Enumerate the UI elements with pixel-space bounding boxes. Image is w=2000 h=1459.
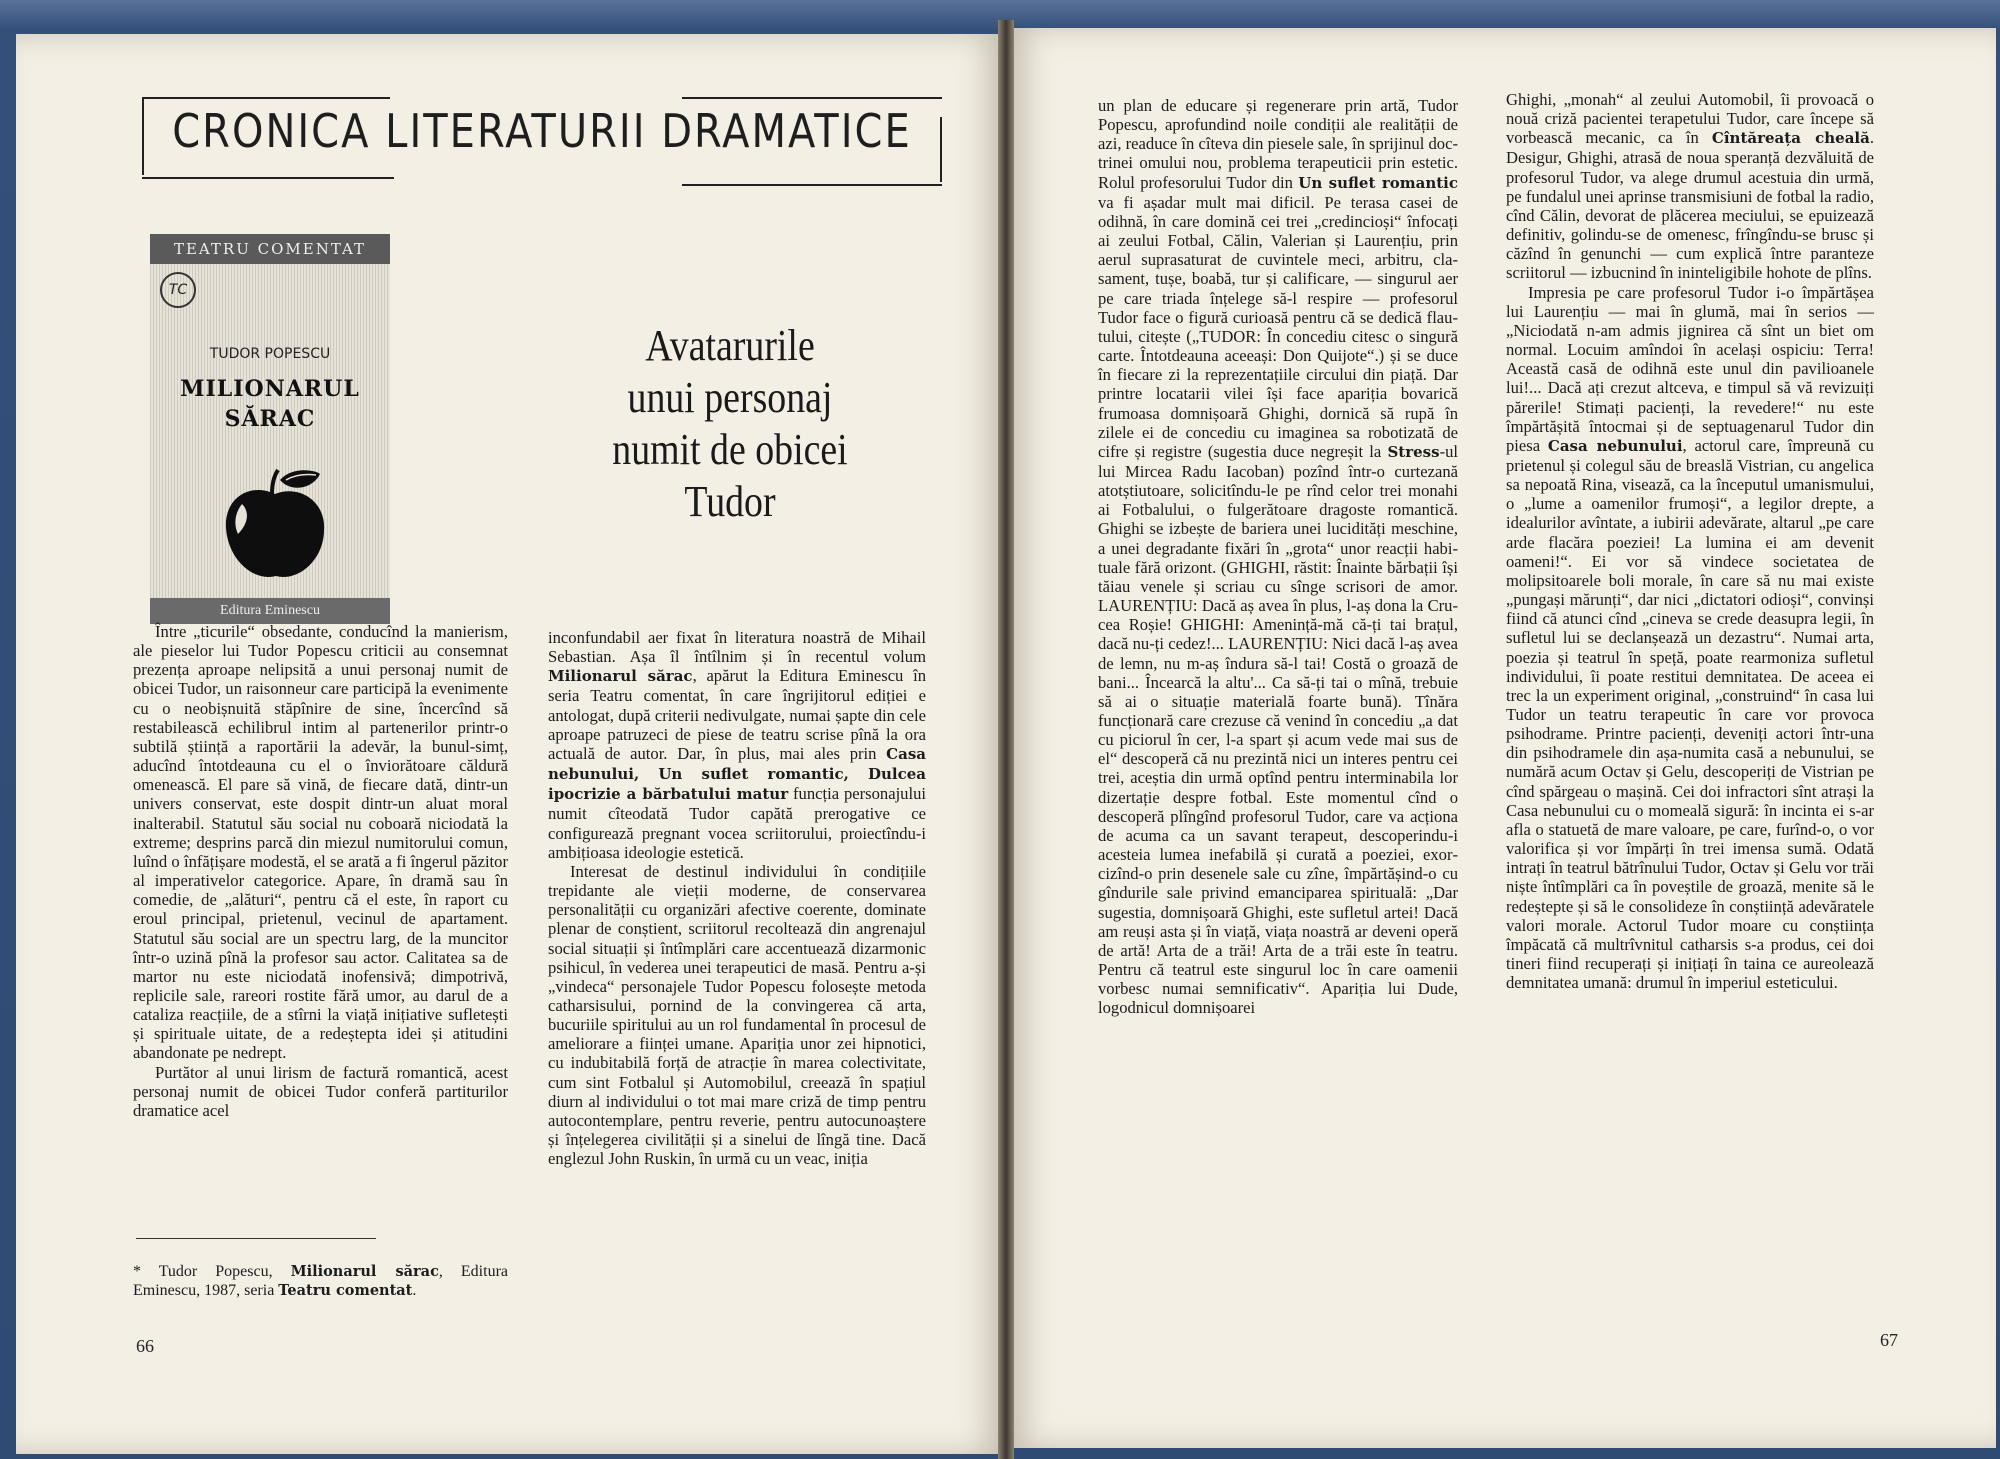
cover-series-band: TEATRU COMENTAT bbox=[150, 234, 390, 264]
article-title-line4: Tudor bbox=[684, 477, 776, 526]
cover-title bbox=[150, 374, 390, 434]
paragraph: inconfundabil aer fixat în literatura noastră de Mihail Sebastian. Așa îl întîlnim și în recentul volum Milionarul sărac, apărut la Editura Eminescu în seria Teatru comentat, în care îngrijitorul ediției e antologat, după criterii nedivulgate, numai șapte din cele aproape patruzeci de piese de teatru scrise pînă la ora actuală de autor. Dar, în plus, mai ales prin Casa nebunului, Un suflet romantic, Dulcea ipocrizie a bărbatului matur funcția personajului numit cîteodată Tudor capătă prerogative ce configurează pregnant vocea scriitorului, proiectîndu-i ambițioasa ideologie estetică. bbox=[548, 628, 926, 862]
footnote-series: Teatru comentat bbox=[278, 1282, 413, 1299]
footnote-divider bbox=[136, 1238, 376, 1239]
cover-title-line1: MILIONARUL bbox=[180, 376, 360, 402]
cover-title-line2: SĂRAC bbox=[224, 406, 316, 432]
cover-logo: TC bbox=[160, 272, 196, 308]
paragraph: un plan de educare și regenerare prin artă, Tudor Popescu, aprofundind noile condiții ale realității de azi, readuce în cîteva din piesele sale, în sprijinul doctrinei omului nou, problema terapeuticii prin estetic. Rolul profesorului Tudor din Un suflet romantic va fi așadar mult mai dificil. Pe terasa casei de odihnă, în care domină cei trei „credincioși“ înfocați ai zeului Fotbal, Călin, Valerian și Laurențiu, prin aerul suprasaturat de cuvintele meci, arbitru, clasament, tușe, boabă, tur și calificare, — singurul aer pe care triada înțelege să-l respire — profesorul Tudor face o figură curioasă pentru că se dedică flautului, citește („TUDOR: În concediu citesc o singură carte. Întotdeauna aceeași: Don Quijote“.) și se duce în fiecare zi la reprezentațiile circului din piață. Dar printre locatarii vilei își face apariția bovarică frumoasa domnișoară Ghighi, dornică să rupă în zilele ei de concediu cu imaginea sa robotizată de cifre și registre (sugestia duce negreșit la Stress-ul lui Mircea Radu Iacoban) pozînd într-o curtezană atotștiutoare, solicitîndu-le pe rînd celor trei monahi ai Fotbalului, o fulgerătoare dragoste romantică. Ghighi se izbește de bariera unei lucidități meschine, a unei degradante fixări în „grota“ unor reacții habituale fără orizont. (GHIGHI, răstit: Înainte bărbații își tăiau venele și scriau cu sînge scrisori de amor. LAURENȚIU: Dacă aș avea în plus, l-aș dona la Crucea Roșie! GHIGHI: Amenință-mă că-ți tai brațul, dacă nu-ți cedez!... LAURENȚIU: Nici dacă l-aș avea de lemn, nu m-aș îndura să-l tai! Costă o groază de bani... Încearcă la altu'... Ca să-ți tai o mînă, trebuie să ai o situație materială foarte bună). Tînăra funcționară care crezuse că venind în concediu „a dat cu piciorul în cer, l-a spart și acum vede mai sus de el“ descoperă că nu prezintă nici un interes pentru cei trei, aceștia din urmă optînd pentru interminabila lor dizertație despre fotbal. Este momentul cînd o descoperă plîngînd profesorul Tudor, care va acționa de acuma ca un savant terapeut, descoperindu-i acesteia lumea inefabilă și curată a poeziei, exorcizînd-o prin desenele sale cu zîne, împărtășind-o cu gîndurile sale privind emanciparea spirituală: „Dar sugestia, domnișoară Ghighi, este sufletul artei! Dacă am reuși asta și în viață, viața noastră ar deveni operă de artă! Arta de a trăi! Arta de a trăi este în teatru. Pentru că teatrul este singurul loc în care oamenii vorbesc numai semnificativ“. Apariția lui Dude, logodnicul domnișoarei bbox=[1098, 96, 1458, 1018]
left-column-2 bbox=[548, 628, 926, 1168]
apple-illustration-icon bbox=[220, 464, 330, 584]
book-gutter bbox=[998, 20, 1014, 1459]
book-cover-image bbox=[150, 234, 390, 624]
paragraph: Impresia pe care profesorul Tudor i-o împărtășea lui Laurențiu — mai în glumă, mai în serios — „Niciodată n-am admis jignirea că sînt un biet om normal. Locuim amîndoi în același ospiciu: Terra! Această casă de odihnă este unul din pavilioanele lui!... Dacă ați crezut altceva, e timpul să vă revizuiți părerile! Stimați pacienți, la revedere!“ nu este împărtășită întocmai și de septuagenarul Tudor din piesa Casa nebunului, actorul care, împreună cu prietenul și colegul său de breaslă Vistrian, cu angelica sa nepoată Rina, visează, ca la începutul umanismului, o „lume a oamenilor frumoși“, a legilor drepte, a idealurilor avîntate, a iubirii adevărate, altarul „pe care arde flacăra poeziei! La lumina ei am devenit oameni!“. Ei vor să vindece societatea de molipsitoarele boli morale, în care să nu mai existe „pungași mărunți“, dar nici „dictatori odioși“, convinși fiind că atunci cînd „cineva se crede deasupra legii, în sufletul lui se declanșează un dezastru“. Numai arta, poezia și teatrul în speță, poate rearmoniza sufletul individului, îi poate restitui demnitatea. De aceea ei trec la un experiment original, „construind“ în casa lui Tudor un teatru terapeutic în care vor provoca psihodrame. Printre pacienți, deveniți actori într-una din psihodramele din așa-numita casă a nebunului, se numără acum Octav și Gelu, descoperiți de Vistrian pe cînd spărgeau o mașină. Cei doi infractori sînt atrași la Casa nebunului cu o momeală sigură: în incinta ei s-ar afla o statuetă de mare valoare, pe care, furînd-o, o vor valorifica și vor împărți în trei imensa sumă. Odată intrați în teatrul bătrînului Tudor, Octav și Gelu vor trăi niște întîmplări ca în poveștile de groază, menite să le redeștepte și să le consolideze în conștiință adevăratele valori morale. Actorul Tudor moare cu conștiința împăcată că multrîvnitul catharsis s-a produs, cei doi tineri fiind recuperați și inițiați în taina ce aureolează demnitatea umană: drumul în imperiul esteticului. bbox=[1506, 282, 1874, 993]
section-header bbox=[142, 97, 942, 212]
paragraph: Ghighi, „monah“ al zeului Automobil, îi provoacă o nouă criză pacientei terapetului Tudor, care începe să vorbească mecanic, ca în Cîntăreața cheală. Desigur, Ghighi, atrasă de noua speranță dezvăluită de profesorul Tudor, va alege drumul acestuia din urmă, pe fundalul unei aprinse transmisiuni de fotbal la radio, cînd Călin, devorat de plăcerea meciului, se epuizează definitiv, golindu-se de omenesc, frîngîndu-se brusc și căzînd în genunchi — cum explică între paranteze scriitorul — izbucnind în ininteligibile hohote de plîns. bbox=[1506, 90, 1874, 283]
article-title-line3: numit de obicei bbox=[612, 425, 848, 474]
paragraph: Interesat de destinul individului în condițiile trepidante ale vieții moderne, de conservarea personalității cu organizări afective coerente, dominate plenar de conștient, scriitorul recoltează din angrenajul social situații și întîmplări care accentuează dizarmonic psihicul, în vederea unei terapeutici de masă. Pentru a-și „vindeca“ personajele Tudor Popescu folosește metoda catharsisului, pornind de la convingerea că arta, bucuriile spiritului au un rol fundamental în procesul de ameliorare a ființei umane. Apariția unor zei hipnotici, cu indubitabilă forță de atracție în marea colectivitate, cum sint Fotbalul și Automobilul, creează în spațiul diurn al individului o tot mai mare criză de timp pentru autocontemplare, pentru reverie, pentru autocunoaștere și înțelegerea civilității și a sinelui de lîngă tine. Dacă englezul John Ruskin, în urmă cu un veac, iniția bbox=[548, 861, 926, 1169]
cover-author: TUDOR POPESCU bbox=[209, 346, 331, 362]
article-title-line1: Avatarurile bbox=[645, 321, 815, 370]
footnote-book-title: Milionarul sărac bbox=[290, 1263, 439, 1280]
article-title-line2: unui personaj bbox=[627, 373, 833, 422]
footnote bbox=[133, 1262, 508, 1300]
footnote-text: , Editura Eminescu, 1987, seria bbox=[133, 1263, 508, 1299]
paragraph: Între „ticurile“ obsedante, conducînd la manierism, ale pieselor lui Tudor Popescu criticii au consemnat prezența aproape nelipsită a unui personaj numit de obicei Tudor, un raisonneur care participă la evenimente cu o neobișnuită stăpînire de sine, încercînd să restabilească echilibrul intim al partenerilor printr-o subtilă știință a raportării la adevăr, la bunul-simț, aducînd întotdeauna cu el o înviorătoare căldură omenească. El pare să vină, de fiecare dată, dintr-un univers conservat, este dospit dintr-un aluat moral inalterabil. Statutul său social nu coboară niciodată la extreme; desprins parcă din miezul numitorului comun, luînd o înfățișare modestă, el se arată a fi îngerul păzitor al imperativelor categorice. Apare, în dramă sau în comedie, de „alături“, pentru că el este, în raport cu eroul principal, prietenul, vecinul de apartament. Statutul său social are un spectru larg, de la muncitor într-o uzină pînă la profesor sau actor. Calitatea sa de martor nu este niciodată inofensivă; dimpotrivă, replicile sale, rareori rostite fără umor, au darul de a cataliza reacțiile, de a stîrni la viață inițiative sufletești și spirituale uitate, de a redeștepta idei și atitudini abandonate pe nedrept. bbox=[133, 622, 508, 1063]
footnote-text: . bbox=[412, 1282, 417, 1299]
section-title: CRONICA LITERATURII DRAMATICE bbox=[172, 105, 912, 159]
page-number-left: 66 bbox=[136, 1336, 154, 1356]
page-number-right: 67 bbox=[1880, 1330, 1898, 1350]
paragraph: Purtător al unui lirism de factură romantică, acest personaj numit de obicei Tudor conferă partiturilor dramatice acel bbox=[133, 1062, 508, 1120]
cover-publisher-band: Editura Eminescu bbox=[150, 598, 390, 624]
right-column-2 bbox=[1506, 90, 1874, 992]
right-column-1 bbox=[1098, 96, 1458, 1018]
left-column-1 bbox=[133, 622, 508, 1120]
footnote-text: * Tudor Popescu, bbox=[133, 1263, 291, 1280]
article-title bbox=[584, 320, 876, 528]
